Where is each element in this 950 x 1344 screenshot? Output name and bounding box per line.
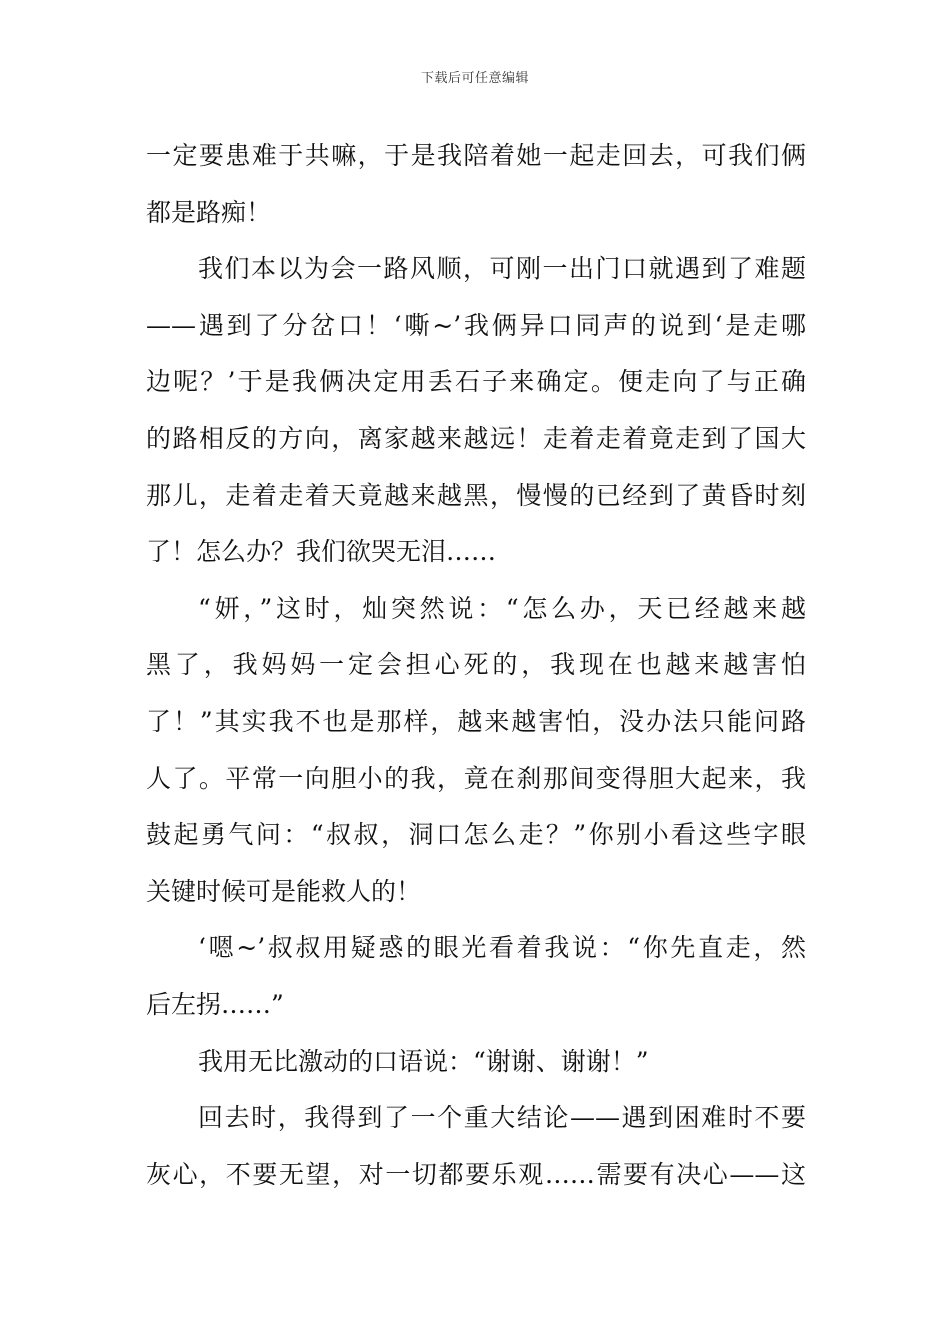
text-line: 回去时，我得到了一个重大结论——遇到困难时不要	[198, 1103, 806, 1133]
text-line: 都是路痴！	[146, 197, 272, 227]
text-line: 我用无比激动的口语说：“谢谢、谢谢！”	[198, 1046, 649, 1076]
text-line: “妍，”这时，灿突然说：“怎么办，天已经越来越	[198, 593, 806, 623]
text-line: 关键时候可是能救人的！	[146, 876, 422, 906]
text-line: 了！”其实我不也是那样，越来越害怕，没办法只能问路	[146, 706, 806, 736]
text-line: 那儿，走着走着天竟越来越黑，慢慢的已经到了黄昏时刻	[146, 480, 806, 510]
text-line: 了！怎么办？我们欲哭无泪……	[146, 537, 497, 567]
text-line: 边呢？’于是我俩决定用丢石子来确定。便走向了与正确	[146, 367, 806, 397]
text-line: 鼓起勇气问：“叔叔，洞口怎么走？”你别小看这些字眼	[146, 820, 806, 850]
text-line: 一定要患难于共嘛，于是我陪着她一起走回去，可我们俩	[146, 141, 806, 170]
text-line: 黑了，我妈妈一定会担心死的，我现在也越来越害怕	[146, 650, 806, 680]
text-line: 后左拐……”	[146, 989, 284, 1019]
text-line: 灰心，不要无望，对一切都要乐观……需要有决心——这	[146, 1159, 806, 1189]
text-line: 人了。平常一向胆小的我，竟在刹那间变得胆大起来，我	[146, 763, 806, 793]
text-line: ——遇到了分岔口！‘嘶~’我俩异口同声的说到‘是走哪	[146, 310, 806, 340]
text-line: ‘嗯~’叔叔用疑惑的眼光看着我说：“你先直走，然	[198, 933, 806, 963]
document-body	[146, 128, 806, 1203]
page-header: 下载后可任意编辑	[420, 71, 529, 86]
text-line: 的路相反的方向，离家越来越远！走着走着竟走到了国大	[146, 423, 806, 453]
text-line: 我们本以为会一路风顺，可刚一出门口就遇到了难题	[198, 254, 806, 284]
